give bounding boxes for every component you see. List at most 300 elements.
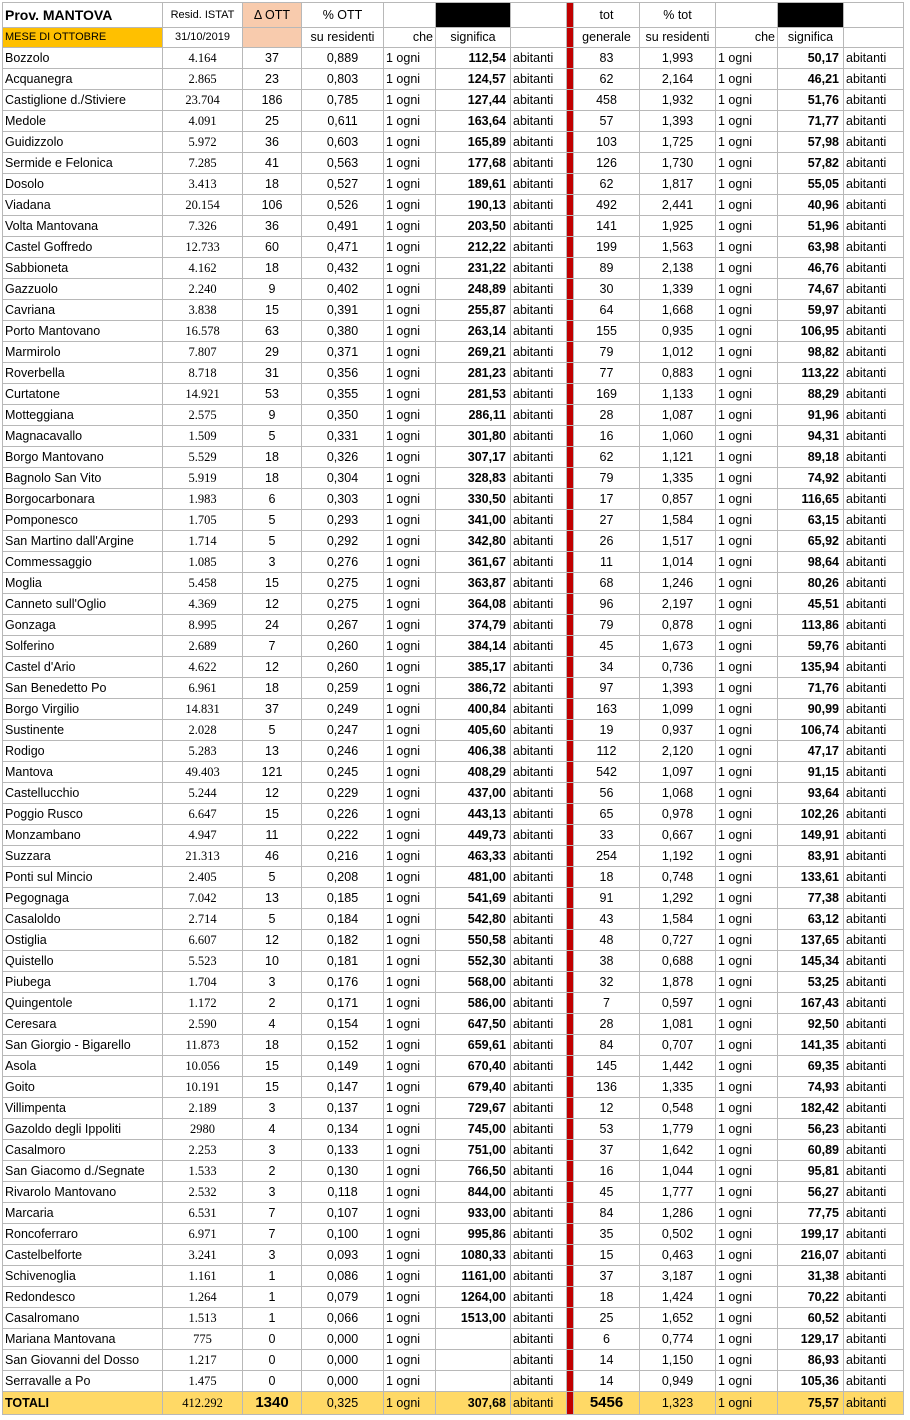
delta-ott: 2: [243, 993, 302, 1014]
significa-value-2: 92,50: [778, 1014, 844, 1035]
significa-value-2: 50,17: [778, 48, 844, 69]
tot-generale: 43: [574, 909, 640, 930]
significa-value: 679,40: [436, 1077, 511, 1098]
residents: 16.578: [163, 321, 243, 342]
che-cell: 1 ogni: [384, 237, 436, 258]
delta-ott: 7: [243, 1224, 302, 1245]
table-row: [3, 741, 904, 762]
pct-ott: 0,380: [302, 321, 384, 342]
abitanti-label: abitanti: [511, 783, 567, 804]
tot-generale: 15: [574, 1245, 640, 1266]
delta-ott: 18: [243, 468, 302, 489]
residents: 5.919: [163, 468, 243, 489]
abitanti-label-2: abitanti: [844, 972, 904, 993]
pct-tot: 1,925: [640, 216, 716, 237]
che-cell: 1 ogni: [384, 888, 436, 909]
tot-generale: 169: [574, 384, 640, 405]
che-cell-2: 1 ogni: [716, 1035, 778, 1056]
significa-value-2: 51,96: [778, 216, 844, 237]
municipality-name: Schivenoglia: [3, 1266, 163, 1287]
che-cell: 1 ogni: [384, 552, 436, 573]
municipality-name: Gazzuolo: [3, 279, 163, 300]
che-cell: 1 ogni: [384, 405, 436, 426]
che-cell-2: 1 ogni: [716, 1056, 778, 1077]
significa-value-2: 70,22: [778, 1287, 844, 1308]
pct-ott: 0,563: [302, 153, 384, 174]
che-cell: 1 ogni: [384, 384, 436, 405]
tot-generale: 27: [574, 510, 640, 531]
tot-generale: 65: [574, 804, 640, 825]
abitanti-label: abitanti: [511, 174, 567, 195]
che-cell: 1 ogni: [384, 1245, 436, 1266]
table-row: [3, 972, 904, 993]
pct-tot: 1,668: [640, 300, 716, 321]
residents: 7.326: [163, 216, 243, 237]
significa-value: 542,80: [436, 909, 511, 930]
table-row: [3, 1098, 904, 1119]
abitanti-label: abitanti: [511, 1287, 567, 1308]
pct-tot: 0,707: [640, 1035, 716, 1056]
significa-value: 124,57: [436, 69, 511, 90]
significa-value: 766,50: [436, 1161, 511, 1182]
pct-tot: 0,548: [640, 1098, 716, 1119]
residents: 6.647: [163, 804, 243, 825]
red-separator: [567, 195, 574, 216]
red-separator: [567, 972, 574, 993]
delta-ott: 18: [243, 447, 302, 468]
abitanti-label: abitanti: [511, 573, 567, 594]
red-separator: [567, 825, 574, 846]
residents: 2.575: [163, 405, 243, 426]
significa-value-2: 69,35: [778, 1056, 844, 1077]
che-cell: 1 ogni: [384, 783, 436, 804]
blank-cell: [716, 3, 778, 28]
pct-tot: 1,335: [640, 1077, 716, 1098]
significa-value: 384,14: [436, 636, 511, 657]
significa-value: 443,13: [436, 804, 511, 825]
che-cell: 1 ogni: [384, 1035, 436, 1056]
che-cell-2: 1 ogni: [716, 132, 778, 153]
tot-generale: 145: [574, 1056, 640, 1077]
pct-tot: 3,187: [640, 1266, 716, 1287]
municipality-name: Casalromano: [3, 1308, 163, 1329]
abitanti-label-2: abitanti: [844, 321, 904, 342]
red-separator: [567, 279, 574, 300]
delta-ott: 15: [243, 573, 302, 594]
table-row: [3, 195, 904, 216]
pct-ott: 0,176: [302, 972, 384, 993]
blank-cell: [511, 28, 567, 48]
significa-value: 568,00: [436, 972, 511, 993]
che-cell-2: 1 ogni: [716, 993, 778, 1014]
tot-generale: 18: [574, 1287, 640, 1308]
pct-ott: 0,260: [302, 636, 384, 657]
abitanti-label: abitanti: [511, 1161, 567, 1182]
che-cell: 1 ogni: [384, 174, 436, 195]
pct-ott: 0,182: [302, 930, 384, 951]
che-cell-2: 1 ogni: [716, 468, 778, 489]
delta-ott: 10: [243, 951, 302, 972]
pct-tot: 1,652: [640, 1308, 716, 1329]
abitanti-label-2: abitanti: [844, 888, 904, 909]
significa-value-2: 56,23: [778, 1119, 844, 1140]
table-row: [3, 573, 904, 594]
totals-pct: 0,325: [302, 1392, 384, 1415]
table-row: [3, 1014, 904, 1035]
che-cell: 1 ogni: [384, 951, 436, 972]
residents: 1.172: [163, 993, 243, 1014]
municipality-name: Borgocarbonara: [3, 489, 163, 510]
pct-tot: 1,121: [640, 447, 716, 468]
pct-ott: 0,246: [302, 741, 384, 762]
delta-ott: 5: [243, 909, 302, 930]
pct-ott: 0,079: [302, 1287, 384, 1308]
significa-value: 933,00: [436, 1203, 511, 1224]
pct-tot: 1,779: [640, 1119, 716, 1140]
tot-generale: 30: [574, 279, 640, 300]
pct-ott: 0,226: [302, 804, 384, 825]
tot-generale: 28: [574, 405, 640, 426]
significa-label-2: significa: [778, 28, 844, 48]
residents: 6.961: [163, 678, 243, 699]
red-separator: [567, 111, 574, 132]
abitanti-label-2: abitanti: [844, 594, 904, 615]
abitanti-label-2: abitanti: [844, 1098, 904, 1119]
che-cell: 1 ogni: [384, 1140, 436, 1161]
abitanti-label: abitanti: [511, 1056, 567, 1077]
table-row: [3, 321, 904, 342]
table-row: [3, 1329, 904, 1350]
table-row: [3, 1308, 904, 1329]
delta-ott: 24: [243, 615, 302, 636]
red-separator: [567, 930, 574, 951]
delta-label: Δ OTT: [243, 3, 302, 28]
pct-ott: 0,350: [302, 405, 384, 426]
significa-value: 328,83: [436, 468, 511, 489]
pct-tot: 1,335: [640, 468, 716, 489]
red-separator: [567, 468, 574, 489]
red-separator: [567, 1182, 574, 1203]
che-label-2: che: [716, 28, 778, 48]
red-separator: [567, 909, 574, 930]
tot-generale: 37: [574, 1140, 640, 1161]
pct-tot: 1,099: [640, 699, 716, 720]
delta-ott: 3: [243, 552, 302, 573]
che-cell-2: 1 ogni: [716, 678, 778, 699]
red-separator: [567, 1077, 574, 1098]
abitanti-label: abitanti: [511, 1266, 567, 1287]
delta-ott: 15: [243, 804, 302, 825]
delta-ott: 41: [243, 153, 302, 174]
table-row: [3, 552, 904, 573]
pct-tot: 1,339: [640, 279, 716, 300]
abitanti-label-2: abitanti: [844, 1119, 904, 1140]
che-cell-2: 1 ogni: [716, 972, 778, 993]
significa-value: 437,00: [436, 783, 511, 804]
che-cell: 1 ogni: [384, 1266, 436, 1287]
abitanti-label: abitanti: [511, 993, 567, 1014]
municipality-name: Ceresara: [3, 1014, 163, 1035]
resid-date: 31/10/2019: [163, 28, 243, 48]
residents: 11.873: [163, 1035, 243, 1056]
residents: 8.718: [163, 363, 243, 384]
red-separator: [567, 951, 574, 972]
pct-tot: 1,517: [640, 531, 716, 552]
pct-tot: 1,286: [640, 1203, 716, 1224]
residents: 2.240: [163, 279, 243, 300]
municipality-name: Dosolo: [3, 174, 163, 195]
pct-tot: 1,442: [640, 1056, 716, 1077]
delta-ott: 4: [243, 1119, 302, 1140]
residents: 49.403: [163, 762, 243, 783]
significa-value: 1080,33: [436, 1245, 511, 1266]
tot-generale: 91: [574, 888, 640, 909]
pct-ott: 0,491: [302, 216, 384, 237]
significa-value-2: 91,96: [778, 405, 844, 426]
residents: 5.283: [163, 741, 243, 762]
tot-generale: 84: [574, 1035, 640, 1056]
che-cell-2: 1 ogni: [716, 615, 778, 636]
table-row: [3, 447, 904, 468]
che-cell-2: 1 ogni: [716, 300, 778, 321]
tot-generale: 199: [574, 237, 640, 258]
red-separator: [567, 1350, 574, 1371]
table-row: [3, 489, 904, 510]
red-separator: [567, 132, 574, 153]
residents: 7.807: [163, 342, 243, 363]
pct-tot: 1,081: [640, 1014, 716, 1035]
significa-value: 127,44: [436, 90, 511, 111]
abitanti-label: abitanti: [511, 930, 567, 951]
abitanti-label: abitanti: [511, 720, 567, 741]
abitanti-label-2: abitanti: [844, 615, 904, 636]
abitanti-label-2: abitanti: [844, 573, 904, 594]
pct-ott: 0,259: [302, 678, 384, 699]
red-separator: [567, 1392, 574, 1415]
abitanti-label-2: abitanti: [844, 825, 904, 846]
abitanti-label-2: abitanti: [844, 804, 904, 825]
che-cell: 1 ogni: [384, 1287, 436, 1308]
abitanti-label: abitanti: [511, 1077, 567, 1098]
abitanti-label: abitanti: [511, 111, 567, 132]
table-row: [3, 468, 904, 489]
significa-value: [436, 1329, 511, 1350]
tot-generale: 542: [574, 762, 640, 783]
pct-ott: 0,249: [302, 699, 384, 720]
che-cell: 1 ogni: [384, 636, 436, 657]
municipality-name: Quistello: [3, 951, 163, 972]
tot-generale: 35: [574, 1224, 640, 1245]
significa-value: 212,22: [436, 237, 511, 258]
tot-generale: 492: [574, 195, 640, 216]
pct-tot-label: % tot: [640, 3, 716, 28]
pct-ott: 0,526: [302, 195, 384, 216]
table-row: [3, 1224, 904, 1245]
residents: 4.091: [163, 111, 243, 132]
che-cell-2: 1 ogni: [716, 888, 778, 909]
table-row: [3, 216, 904, 237]
red-separator: [567, 216, 574, 237]
municipality-name: San Giorgio - Bigarello: [3, 1035, 163, 1056]
abitanti-label-2: abitanti: [844, 1287, 904, 1308]
red-separator: [567, 174, 574, 195]
pct-tot: 1,424: [640, 1287, 716, 1308]
tot-generale: 45: [574, 1182, 640, 1203]
pct-tot: 1,878: [640, 972, 716, 993]
pct-tot: 2,164: [640, 69, 716, 90]
tot-generale: 254: [574, 846, 640, 867]
significa-value: 729,67: [436, 1098, 511, 1119]
red-separator: [567, 90, 574, 111]
pct-tot: 1,563: [640, 237, 716, 258]
table-row: [3, 1203, 904, 1224]
delta-ott: 5: [243, 720, 302, 741]
table-row: [3, 153, 904, 174]
significa-value-2: 45,51: [778, 594, 844, 615]
che-cell: 1 ogni: [384, 867, 436, 888]
che-cell-2: 1 ogni: [716, 153, 778, 174]
pct-ott-label: % OTT: [302, 3, 384, 28]
che-cell: 1 ogni: [384, 846, 436, 867]
red-separator: [567, 636, 574, 657]
table-row: [3, 132, 904, 153]
che-cell-2: 1 ogni: [716, 1014, 778, 1035]
significa-value-2: 71,76: [778, 678, 844, 699]
delta-ott: 0: [243, 1329, 302, 1350]
residents: 10.056: [163, 1056, 243, 1077]
significa-value: 189,61: [436, 174, 511, 195]
tot-generale: 25: [574, 1308, 640, 1329]
delta-ott: 37: [243, 48, 302, 69]
municipality-name: Borgo Mantovano: [3, 447, 163, 468]
che-cell: 1 ogni: [384, 279, 436, 300]
municipality-name: Poggio Rusco: [3, 804, 163, 825]
pct-tot-sub: su residenti: [640, 28, 716, 48]
tot-generale: 38: [574, 951, 640, 972]
che-cell: 1 ogni: [384, 195, 436, 216]
significa-value-2: 74,92: [778, 468, 844, 489]
abitanti-label-2: abitanti: [844, 1161, 904, 1182]
delta-ott: 0: [243, 1371, 302, 1392]
tot-generale: 16: [574, 1161, 640, 1182]
pct-ott: 0,276: [302, 552, 384, 573]
abitanti-label-2: abitanti: [844, 69, 904, 90]
che-cell-2: 1 ogni: [716, 636, 778, 657]
municipality-name: Castel Goffredo: [3, 237, 163, 258]
significa-value: 307,17: [436, 447, 511, 468]
significa-value-2: 57,98: [778, 132, 844, 153]
tot-generale: 79: [574, 468, 640, 489]
abitanti-label: abitanti: [511, 384, 567, 405]
che-cell: 1 ogni: [384, 447, 436, 468]
che-cell-2: 1 ogni: [716, 762, 778, 783]
pct-tot: 0,935: [640, 321, 716, 342]
tot-generale: 26: [574, 531, 640, 552]
significa-value-2: 77,38: [778, 888, 844, 909]
abitanti-label-2: abitanti: [844, 1329, 904, 1350]
red-separator: [567, 1371, 574, 1392]
pct-tot: 1,642: [640, 1140, 716, 1161]
table-row: [3, 1035, 904, 1056]
delta-ott: 7: [243, 1203, 302, 1224]
municipality-name: Pomponesco: [3, 510, 163, 531]
abitanti-label: abitanti: [511, 762, 567, 783]
tot-label: tot: [574, 3, 640, 28]
significa-value: 1513,00: [436, 1308, 511, 1329]
significa-value-2: 94,31: [778, 426, 844, 447]
che-cell: 1 ogni: [384, 1308, 436, 1329]
che-cell-2: 1 ogni: [716, 1161, 778, 1182]
che-cell: 1 ogni: [384, 930, 436, 951]
che-cell-2: 1 ogni: [716, 1203, 778, 1224]
delta-ott: 3: [243, 1140, 302, 1161]
delta-ott: 9: [243, 405, 302, 426]
table-row: [3, 279, 904, 300]
residents: 20.154: [163, 195, 243, 216]
residents: 7.042: [163, 888, 243, 909]
significa-value-2: 91,15: [778, 762, 844, 783]
significa-value: 400,84: [436, 699, 511, 720]
che-cell: 1 ogni: [384, 132, 436, 153]
table-row: [3, 1119, 904, 1140]
municipality-name: Pegognaga: [3, 888, 163, 909]
table-row: [3, 363, 904, 384]
table-row: [3, 258, 904, 279]
significa-value: 751,00: [436, 1140, 511, 1161]
table-row: [3, 783, 904, 804]
tot-generale: 64: [574, 300, 640, 321]
municipality-name: Sermide e Felonica: [3, 153, 163, 174]
abitanti-label: abitanti: [511, 1308, 567, 1329]
abitanti-label-2: abitanti: [844, 237, 904, 258]
pct-ott: 0,000: [302, 1329, 384, 1350]
significa-value-2: 98,64: [778, 552, 844, 573]
che-cell: 1 ogni: [384, 426, 436, 447]
che-cell: 1 ogni: [384, 804, 436, 825]
blank-cell: [844, 3, 904, 28]
significa-value-2: 167,43: [778, 993, 844, 1014]
pct-ott: 0,611: [302, 111, 384, 132]
significa-value-2: 60,52: [778, 1308, 844, 1329]
residents: 2.253: [163, 1140, 243, 1161]
pct-ott: 0,402: [302, 279, 384, 300]
tot-generale: 48: [574, 930, 640, 951]
delta-ott: 5: [243, 510, 302, 531]
delta-ott: 36: [243, 216, 302, 237]
significa-value-2: 98,82: [778, 342, 844, 363]
pct-tot: 0,774: [640, 1329, 716, 1350]
significa-value: 269,21: [436, 342, 511, 363]
abitanti-label-2: abitanti: [844, 699, 904, 720]
tot-generale: 163: [574, 699, 640, 720]
red-separator: [567, 510, 574, 531]
table-row: [3, 510, 904, 531]
delta-ott: 7: [243, 636, 302, 657]
pct-ott: 0,889: [302, 48, 384, 69]
che-cell: 1 ogni: [384, 909, 436, 930]
abitanti-label-2: abitanti: [844, 657, 904, 678]
significa-value: 342,80: [436, 531, 511, 552]
tot-generale: 33: [574, 825, 640, 846]
abitanti-label-2: abitanti: [844, 510, 904, 531]
che-cell: 1 ogni: [384, 678, 436, 699]
significa-value-2: 129,17: [778, 1329, 844, 1350]
delta-ott: 18: [243, 1035, 302, 1056]
municipality-name: Motteggiana: [3, 405, 163, 426]
che-cell: 1 ogni: [384, 573, 436, 594]
pct-tot: 2,441: [640, 195, 716, 216]
abitanti-label: abitanti: [511, 909, 567, 930]
